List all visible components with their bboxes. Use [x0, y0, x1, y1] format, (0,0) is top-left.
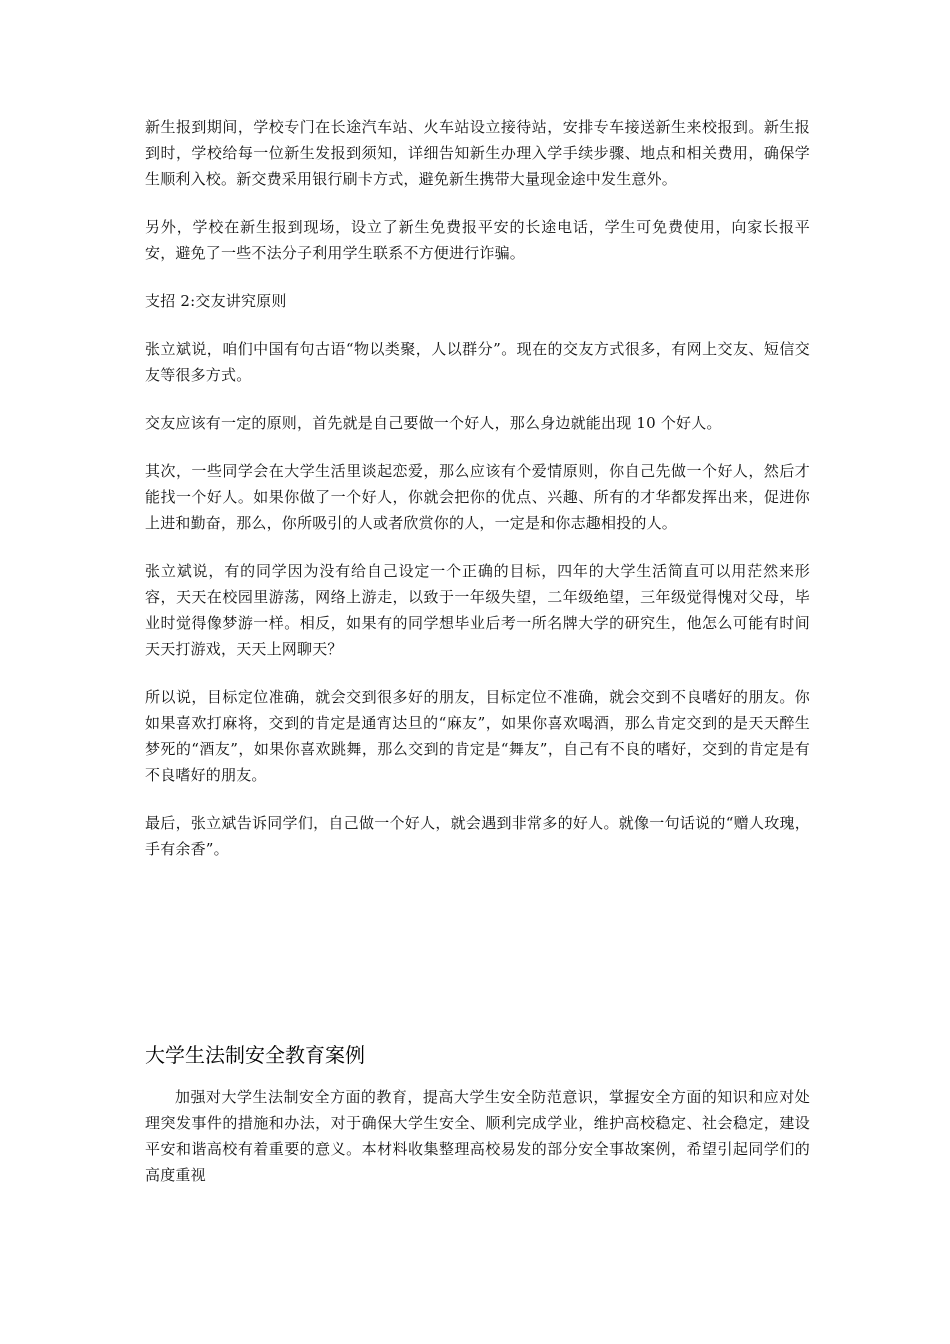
paragraph-goal-friends: 所以说，目标定位准确，就会交到很多好的朋友，目标定位不准确，就会交到不良嗜好的朋友。你如果喜欢打麻将，交到的肯定是通宵达旦的“麻友”，如果你喜欢喝酒，那么肯定交到的是天天醉生梦死的“酒友”，如果你喜欢跳舞，那么交到的肯定是“舞友”，自己有不良的嗜好，交到的肯定是有不良嗜好的朋友。 — [145, 688, 810, 784]
paragraph-conclusion: 最后，张立斌告诉同学们，自己做一个好人，就会遇到非常多的好人。就像一句话说的“赠人玫瑰，手有余香”。 — [145, 814, 810, 858]
section-subtitle-friendship: 支招 2:交友讲究原则 — [145, 292, 287, 310]
intro-paragraph: 加强对大学生法制安全方面的教育，提高大学生安全防范意识，掌握安全方面的知识和应对处理突发事件的措施和办法，对于确保大学生安全、顺利完成学业，维护高校稳定、社会稳定，建设平安和谐高校有着重要的意义。本材料收集整理高校易发的部分安全事故案例，希望引起同学们的高度重视 — [145, 1088, 810, 1184]
paragraph-free-phone: 另外，学校在新生报到现场，设立了新生免费报平安的长途电话，学生可免费使用，向家长报平安，避免了一些不法分子利用学生联系不方便进行诈骗。 — [145, 218, 810, 262]
paragraph-love-principle: 其次，一些同学会在大学生活里谈起恋爱，那么应该有个爱情原则，你自己先做一个好人，然后才能找一个好人。如果你做了一个好人，你就会把你的优点、兴趣、所有的才华都发挥出来，促进你上进和勤奋，那么，你所吸引的人或者欣赏你的人，一定是和你志趣相投的人。 — [145, 462, 810, 532]
paragraph-ancient-saying: 张立斌说，咱们中国有句古语“物以类聚，人以群分”。现在的交友方式很多，有网上交友、短信交友等很多方式。 — [145, 340, 810, 384]
paragraph-freshman-reception: 新生报到期间，学校专门在长途汽车站、火车站设立接待站，安排专车接送新生来校报到。新生报到时，学校给每一位新生发报到须知，详细告知新生办理入学手续步骤、地点和相关费用，确保学生顺利入校。新交费采用银行刷卡方式，避免新生携带大量现金途中发生意外。 — [145, 118, 810, 188]
paragraph-be-good-person: 交友应该有一定的原则，首先就是自己要做一个好人，那么身边就能出现 10 个好人。 — [145, 414, 722, 432]
document-body — [145, 114, 810, 884]
section-heading: 大学生法制安全教育案例 — [145, 1043, 365, 1067]
paragraph-set-goals: 张立斌说，有的同学因为没有给自己设定一个正确的目标，四年的大学生活简直可以用茫然来形容，天天在校园里游荡，网络上游走，以致于一年级失望，二年级绝望，三年级觉得愧对父母，毕业时觉得像梦游一样。相反，如果有的同学想毕业后考一所名牌大学的研究生，他怎么可能有时间天天打游戏，天天上网聊天？ — [145, 562, 810, 658]
